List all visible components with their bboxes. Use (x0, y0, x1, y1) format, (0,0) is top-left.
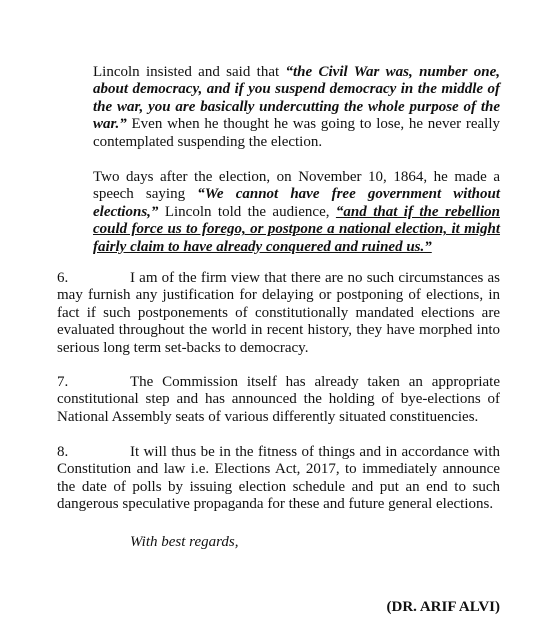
lincoln-quote-paragraph (93, 64, 500, 151)
free-government-quote: “We cannot have free government without elections,” (93, 186, 500, 220)
paragraph-number: 8. (57, 444, 69, 460)
signature: (DR. ARIF ALVI) (386, 599, 500, 615)
paragraph-number: 6. (57, 270, 69, 286)
rebellion-quote: “and that if the rebellion could force us to forego, or postpone a national election, it might fairly claim to have already conquered and ruined us.” (93, 203, 500, 255)
paragraph-text: I am of the firm view that there are no such circumstances as may furnish any justification for delaying or postponing of elections, in fact if such postponements of constitutionally mandated elections are evaluated throughout the world in recent history, they have morphed into serious long term set-backs to democracy. (57, 270, 500, 356)
quote1-rest: Even when he thought he was going to lose, he never really contemplated suspending the election. (93, 116, 500, 150)
quote2-middle: Lincoln told the audience, (158, 203, 336, 220)
election-speech-paragraph (93, 169, 500, 256)
paragraph-text: The Commission itself has already taken an appropriate constitutional step and has announced the holding of bye-elections of National Assembly seats of various differently situated constituencies. (57, 374, 500, 425)
paragraph-number: 7. (57, 374, 69, 390)
paragraph-6 (57, 270, 500, 357)
paragraph-text: It will thus be in the fitness of things and in accordance with Constitution and law i.e. Elections Act, 2017, to immediately announce the date of polls by issuing election schedule and put an end to such dangerous speculative propaganda for these and future general elections. (57, 444, 500, 513)
civil-war-quote: “the Civil War was, number one, about democracy, and if you suspend democracy in the middle of the war, you are basically undercutting the whole purpose of the war.” (93, 64, 501, 133)
paragraph-8 (57, 444, 500, 514)
quote1-intro: Lincoln insisted and said that (93, 64, 286, 80)
closing-salutation: With best regards, (130, 534, 239, 550)
paragraph-7 (57, 374, 500, 426)
quote2-intro: Two days after the election, on November 10, 1864, he made a speech saying (93, 169, 500, 203)
